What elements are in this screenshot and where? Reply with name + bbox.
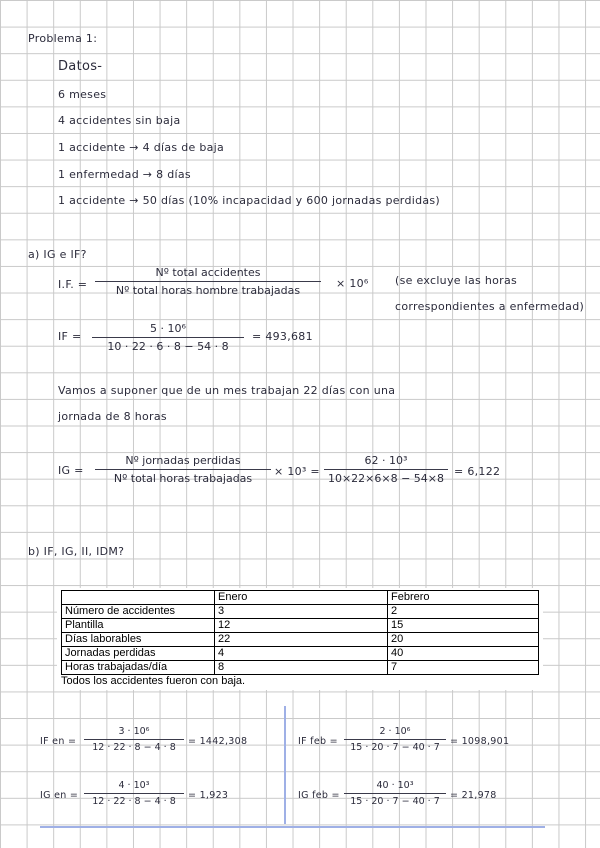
- table-header-cell: Enero: [215, 591, 388, 605]
- if2-fraction: [92, 322, 244, 353]
- part-b-question: b) IF, IG, II, IDM?: [28, 545, 125, 558]
- table-header-cell: Febrero: [388, 591, 539, 605]
- ig-feb-result: = 21,978: [450, 790, 497, 801]
- ig-formula-fraction: [95, 454, 271, 485]
- ig-feb-denominator: 15 · 20 · 7 − 40 · 7: [350, 796, 440, 807]
- vertical-divider: [284, 706, 286, 824]
- table-header-row: [62, 591, 539, 605]
- ig2-fraction: [324, 454, 448, 485]
- table-header-cell: [62, 591, 215, 605]
- if-feb-numerator: 2 · 10⁶: [379, 726, 411, 737]
- table-note: Todos los accidentes fueron con baja.: [61, 675, 246, 687]
- if-feb-fraction: [344, 726, 446, 753]
- table-cell: 40: [388, 647, 539, 661]
- table-row: [62, 647, 539, 661]
- assumption-line-2: jornada de 8 horas: [58, 410, 167, 423]
- ig-enero-numerator: 4 · 10³: [118, 780, 150, 791]
- ig-enero-result: = 1,923: [188, 790, 229, 801]
- assumption-line-1: Vamos a suponer que de un mes trabajan 22 días con una: [58, 384, 396, 397]
- ig2-denominator: 10×22×6×8 − 54×8: [327, 472, 445, 485]
- table-row: [62, 633, 539, 647]
- ig2-numerator: 62 · 10³: [364, 454, 408, 467]
- monthly-data-table: [61, 590, 539, 675]
- datos-line-1: 6 meses: [58, 88, 107, 101]
- fraction-bar: [95, 281, 321, 282]
- fraction-bar: [324, 469, 448, 470]
- datos-line-5: 1 accidente → 50 días (10% incapacidad y 600 jornadas perdidas): [58, 194, 441, 207]
- table-cell: 15: [388, 619, 539, 633]
- if2-result: = 493,681: [252, 330, 313, 343]
- table-cell: 20: [388, 633, 539, 647]
- table-cell: 2: [388, 605, 539, 619]
- ig-feb-fraction: [344, 780, 446, 807]
- table-cell: 4: [215, 647, 388, 661]
- table-cell: Horas trabajadas/día: [62, 661, 215, 675]
- if-feb-label: IF feb =: [298, 736, 338, 747]
- table-row: [62, 661, 539, 675]
- problem-title: Problema 1:: [28, 32, 98, 45]
- fraction-bar: [344, 739, 446, 740]
- if2-label: IF =: [58, 330, 82, 343]
- table-cell: 8: [215, 661, 388, 675]
- table-cell: Jornadas perdidas: [62, 647, 215, 661]
- if-factor: × 10⁶: [336, 277, 369, 290]
- datos-line-2: 4 accidentes sin baja: [58, 114, 181, 127]
- table-cell: 3: [215, 605, 388, 619]
- ig-feb-label: IG feb =: [298, 790, 340, 801]
- table-cell: Días laborables: [62, 633, 215, 647]
- ig-numerator: Nº jornadas perdidas: [125, 454, 241, 467]
- fraction-bar: [92, 337, 244, 338]
- if-note-line-1: (se excluye las horas: [395, 274, 518, 287]
- if-enero-denominator: 12 · 22 · 8 − 4 · 8: [92, 742, 176, 753]
- if-enero-result: = 1442,308: [188, 736, 248, 747]
- part-a-question: a) IG e IF?: [28, 248, 87, 261]
- ig-denominator: Nº total horas trabajadas: [113, 472, 253, 485]
- fraction-bar: [84, 793, 184, 794]
- table-cell: Plantilla: [62, 619, 215, 633]
- table-cell: 22: [215, 633, 388, 647]
- ig-factor: × 10³ =: [274, 465, 320, 478]
- ig-label: IG =: [58, 464, 84, 477]
- table-cell: 12: [215, 619, 388, 633]
- table-cell: Número de accidentes: [62, 605, 215, 619]
- if-enero-numerator: 3 · 10⁶: [118, 726, 150, 737]
- fraction-bar: [95, 469, 271, 470]
- if-numerator: Nº total accidentes: [155, 266, 261, 279]
- if-enero-fraction: [84, 726, 184, 753]
- datos-line-4: 1 enfermedad → 8 días: [58, 168, 191, 181]
- datos-heading: Datos-: [58, 59, 103, 74]
- if2-numerator: 5 · 10⁶: [150, 322, 186, 335]
- fraction-bar: [344, 793, 446, 794]
- ig-result: = 6,122: [454, 465, 501, 478]
- if2-denominator: 10 · 22 · 6 · 8 − 54 · 8: [107, 340, 229, 353]
- if-enero-label: IF en =: [40, 736, 77, 747]
- table-cell: 7: [388, 661, 539, 675]
- table-row: [62, 619, 539, 633]
- if-feb-denominator: 15 · 20 · 7 − 40 · 7: [350, 742, 440, 753]
- if-denominator: Nº total horas hombre trabajadas: [115, 284, 301, 297]
- fraction-bar: [84, 739, 184, 740]
- bottom-divider: [40, 826, 545, 828]
- if-note-line-2: correspondientes a enfermedad): [395, 300, 585, 313]
- if-feb-result: = 1098,901: [450, 736, 510, 747]
- table-row: [62, 605, 539, 619]
- ig-feb-numerator: 40 · 10³: [376, 780, 414, 791]
- if-formula-fraction: [95, 266, 321, 297]
- ig-enero-fraction: [84, 780, 184, 807]
- datos-line-3: 1 accidente → 4 días de baja: [58, 141, 225, 154]
- ig-enero-label: IG en =: [40, 790, 79, 801]
- ig-enero-denominator: 12 · 22 · 8 − 4 · 8: [92, 796, 176, 807]
- if-label: I.F. =: [58, 278, 88, 291]
- data-table-container: [57, 588, 543, 690]
